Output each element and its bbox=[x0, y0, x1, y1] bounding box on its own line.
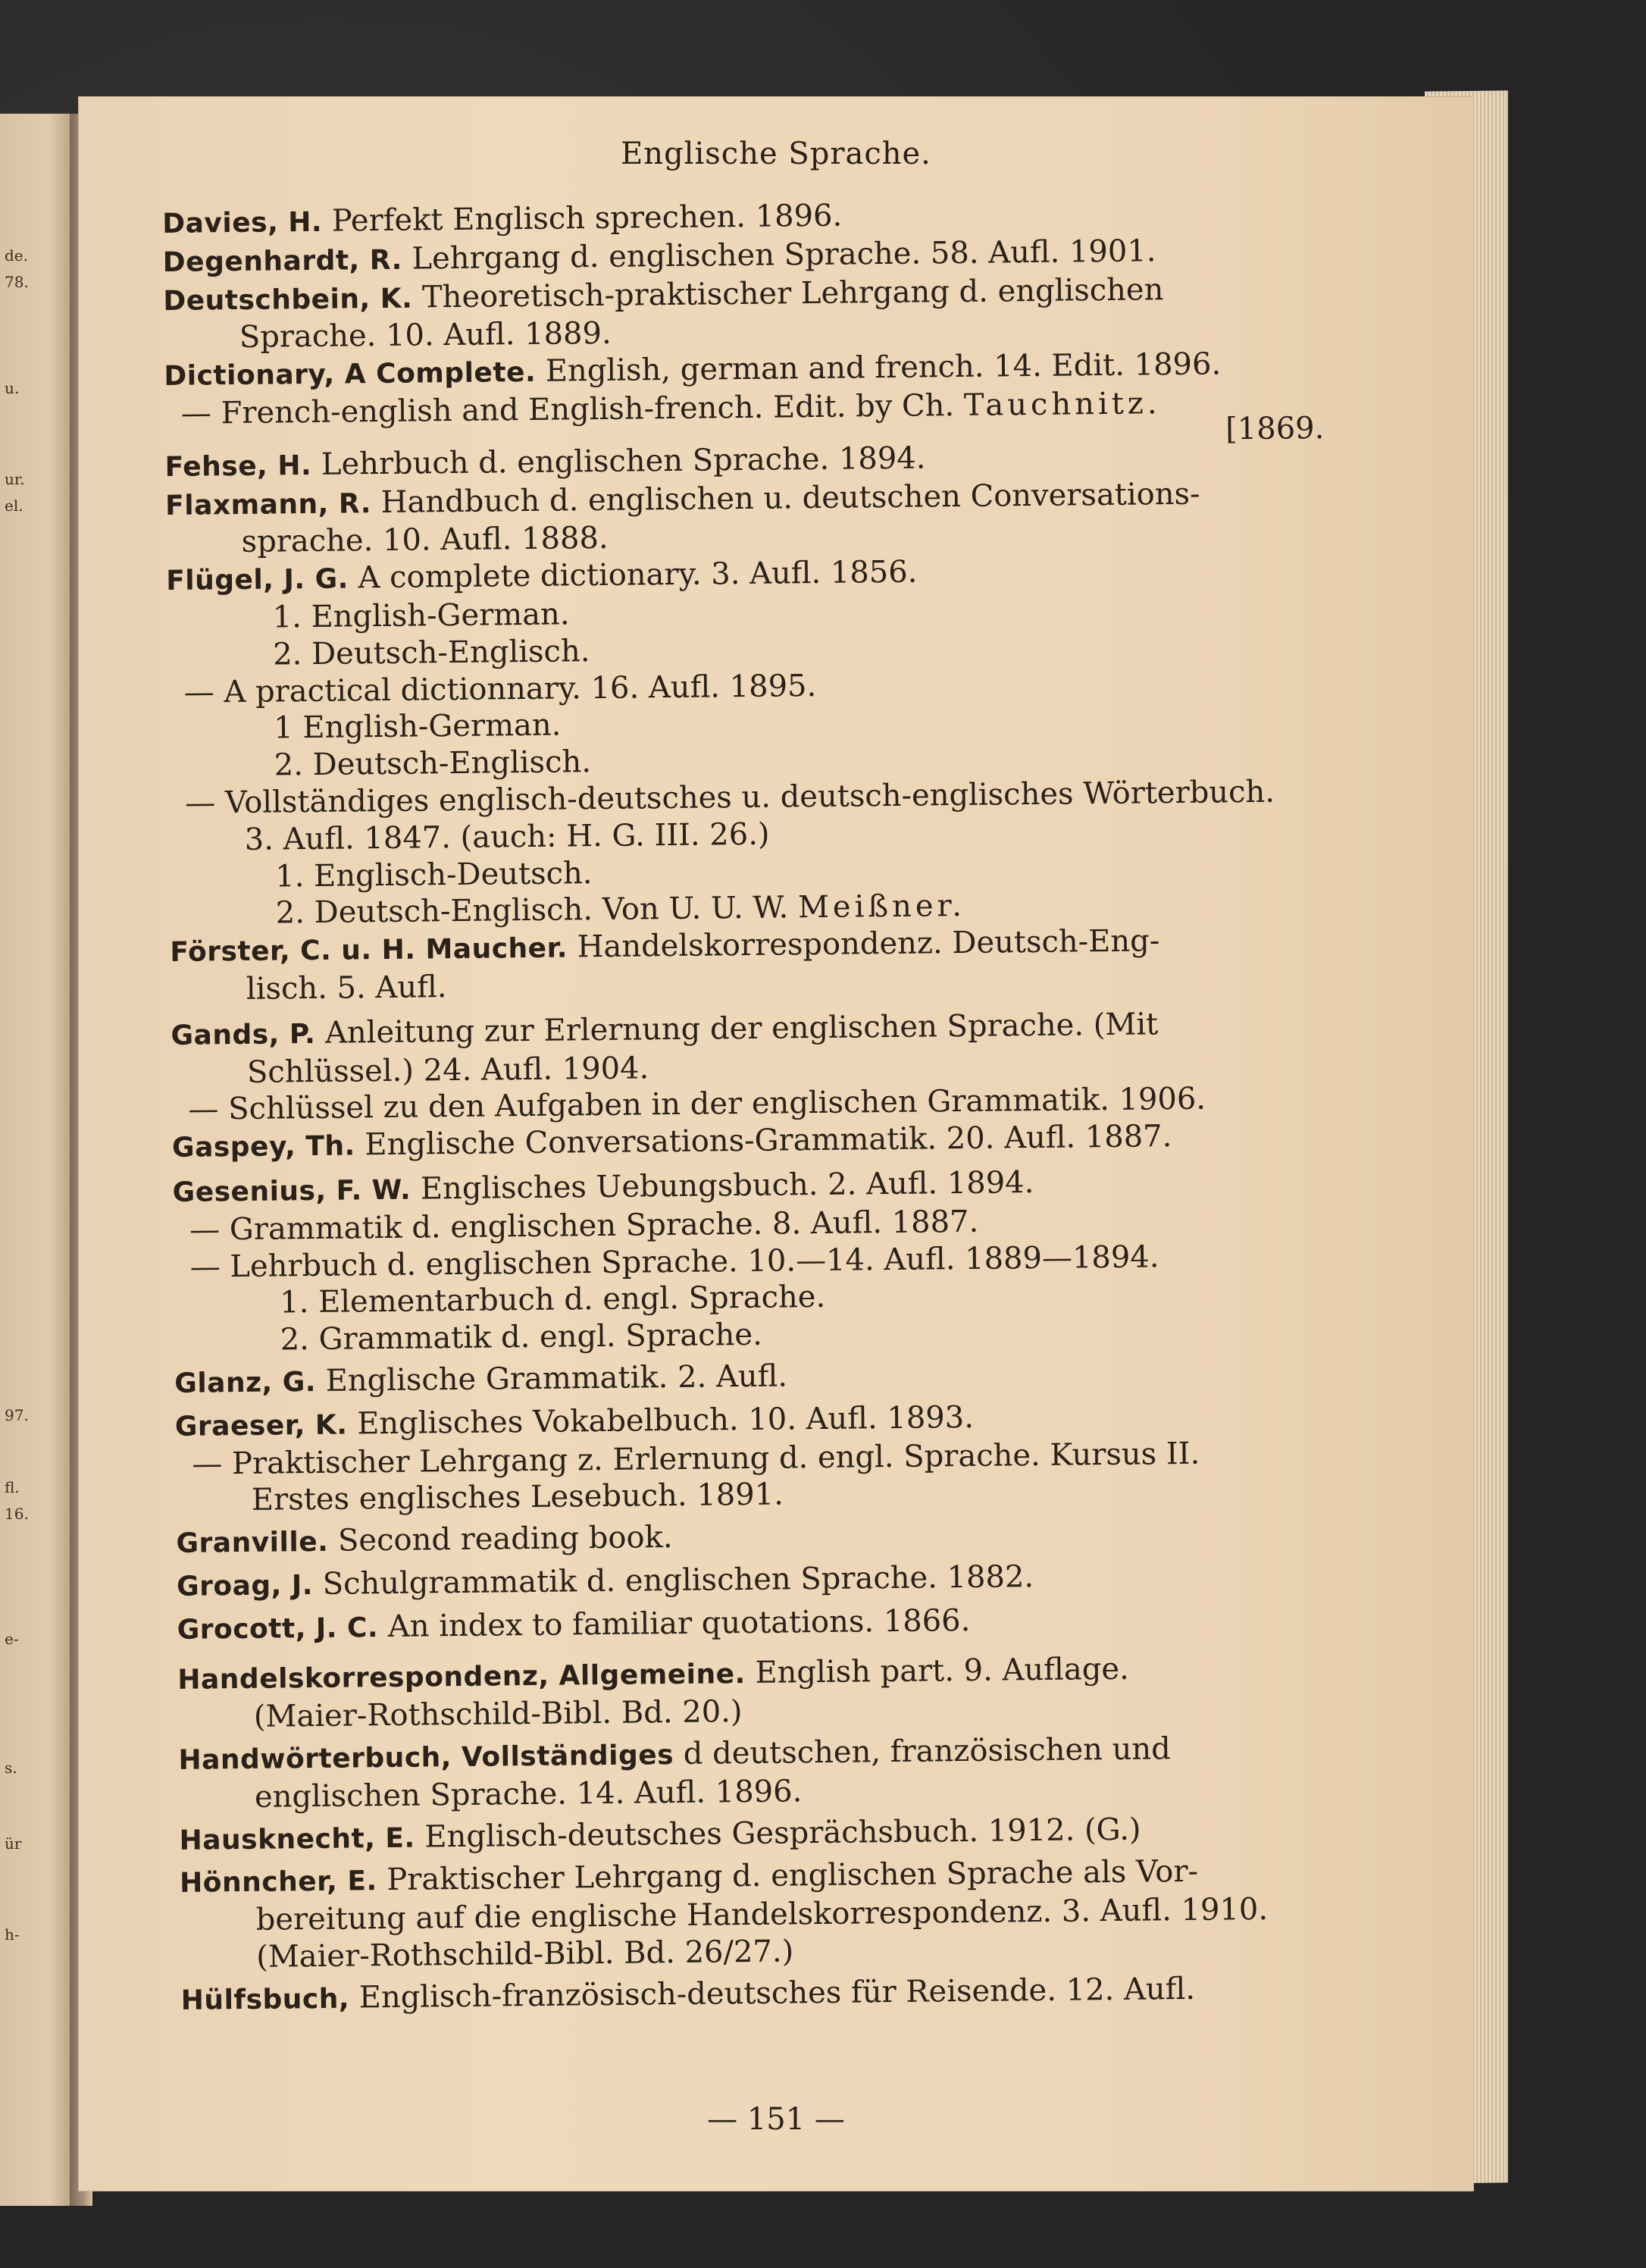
bib-entry bbox=[170, 920, 1383, 1008]
entry-continuation: Schlüssel.) 24. Aufl. 1904. bbox=[246, 1050, 649, 1090]
entry-author: Gands, P. bbox=[171, 1018, 316, 1051]
entry-author: Hülfsbuch, bbox=[180, 1983, 350, 2016]
entry-author: Hönncher, E. bbox=[179, 1865, 377, 1900]
entry-text: English, german and french. 14. Edit. 1896. bbox=[545, 346, 1222, 389]
entry-editor: Tauchnitz. bbox=[963, 386, 1161, 423]
entry-continuation: Erstes englisches Lesebuch. 1891. bbox=[251, 1477, 784, 1518]
prev-fragment: de. bbox=[5, 246, 28, 265]
entry-text: — Schlüssel zu den Aufgaben in der englischen Grammatik. 1906. bbox=[188, 1081, 1206, 1128]
bib-entry bbox=[174, 1352, 1387, 1403]
prev-fragment: 16. bbox=[5, 1505, 29, 1523]
prev-fragment: u. bbox=[5, 379, 20, 397]
entry-author: Grocott, J. C. bbox=[177, 1612, 379, 1646]
prev-fragment: e- bbox=[5, 1630, 19, 1648]
entry-text: — Grammatik d. englischen Sprache. 8. Aufl. 1887. bbox=[189, 1204, 979, 1248]
entry-text: — A practical dictionnary. 16. Aufl. 1895. bbox=[183, 668, 817, 710]
entry-text: Lehrbuch d. englischen Sprache. 1894. bbox=[321, 440, 926, 482]
bib-entry bbox=[163, 269, 1376, 357]
entry-text: Lehrgang d. englischen Sprache. 58. Aufl. 1901. bbox=[412, 233, 1156, 277]
bib-entry bbox=[177, 1555, 1389, 1606]
entry-author: Fehse, H. bbox=[164, 450, 312, 483]
page-number: — 151 — bbox=[707, 2102, 845, 2137]
entry-author: Glanz, G. bbox=[174, 1366, 317, 1399]
entry-text: Englisches Uebungsbuch. 2. Aufl. 1894. bbox=[420, 1164, 1034, 1207]
entry-text: — Vollständiges englisch-deutsches u. deutsch-englisches Wörterbuch. bbox=[185, 774, 1275, 821]
bib-entry bbox=[180, 1852, 1393, 1977]
entry-subitem: 2. Deutsch-Englisch. bbox=[274, 744, 592, 783]
entry-text: Englische Grammatik. 2. Aufl. bbox=[325, 1358, 788, 1399]
entry-text: Englisches Vokabelbuch. 10. Aufl. 1893. bbox=[356, 1399, 975, 1442]
entry-text: Perfekt Englisch sprechen. 1896. bbox=[331, 198, 843, 239]
entry-text: Englisch-französisch-deutsches für Reisende. 12. Aufl. bbox=[358, 1971, 1196, 2016]
bib-entry bbox=[181, 1969, 1394, 2020]
entry-subitem: 1 English-German. bbox=[274, 707, 562, 746]
entry-author: Granville. bbox=[176, 1526, 329, 1559]
bib-entry bbox=[171, 1004, 1384, 1092]
entry-author: Graeser, K. bbox=[174, 1409, 348, 1443]
entry-subitem: 1. Elementarbuch d. engl. Sprache. bbox=[279, 1280, 826, 1320]
bib-entry bbox=[168, 772, 1382, 933]
entry-author: Flügel, J. G. bbox=[165, 563, 349, 597]
bib-entry bbox=[177, 1649, 1391, 1737]
entry-continuation: bereitung auf die englische Handelskorrespondenz. 3. Aufl. 1910. bbox=[255, 1892, 1269, 1938]
entry-text: Handbuch d. englischen u. deutschen Conversations- bbox=[380, 476, 1200, 520]
entry-text: Second reading book. bbox=[337, 1520, 673, 1558]
entry-text: Praktischer Lehrgang d. englischen Sprache als Vor- bbox=[386, 1854, 1199, 1898]
entry-text: An index to familiar quotations. 1866. bbox=[387, 1602, 971, 1644]
prev-fragment: s. bbox=[5, 1759, 17, 1777]
entry-continuation: (Maier-Rothschild-Bibl. Bd. 20.) bbox=[253, 1694, 743, 1735]
bib-entry bbox=[173, 1236, 1386, 1360]
prev-fragment: ur. bbox=[5, 470, 25, 488]
entry-continuation: englischen Sprache. 14. Aufl. 1896. bbox=[254, 1774, 803, 1815]
entry-text: — Praktischer Lehrgang z. Erlernung d. engl. Sprache. Kursus II. bbox=[192, 1436, 1200, 1482]
bib-entry bbox=[167, 662, 1380, 785]
prev-fragment: 97. bbox=[5, 1406, 29, 1424]
bib-entry bbox=[176, 1511, 1388, 1563]
entry-editor: Meißner. bbox=[797, 888, 966, 926]
entry-author: Deutschbein, K. bbox=[163, 283, 413, 317]
entry-author: Gesenius, F. W. bbox=[172, 1174, 412, 1208]
bib-entry bbox=[175, 1433, 1388, 1520]
bib-entry bbox=[178, 1728, 1391, 1816]
entry-author: Degenhardt, R. bbox=[162, 244, 403, 278]
prev-fragment: 78. bbox=[5, 273, 29, 291]
entry-continuation: 3. Aufl. 1847. (auch: H. G. III. 26.) bbox=[244, 816, 770, 857]
entry-continuation: lisch. 5. Aufl. bbox=[246, 970, 447, 1007]
entry-author: Flaxmann, R. bbox=[164, 487, 372, 522]
bibliography-list bbox=[162, 192, 1394, 2019]
entry-continuation: (Maier-Rothschild-Bibl. Bd. 26/27.) bbox=[255, 1934, 794, 1975]
bib-entry bbox=[179, 1809, 1391, 1860]
book-page bbox=[79, 97, 1473, 2191]
entry-text: Handelskorrespondenz. Deutsch-Eng- bbox=[577, 923, 1160, 965]
entry-subitem: 1. English-German. bbox=[272, 597, 570, 635]
entry-author: Hausknecht, E. bbox=[179, 1822, 415, 1856]
entry-author: Davies, H. bbox=[162, 206, 323, 240]
entry-text: Schulgrammatik d. englischen Sprache. 1882. bbox=[322, 1558, 1034, 1602]
entry-text: English part. 9. Auflage. bbox=[755, 1652, 1129, 1691]
previous-page-edge bbox=[0, 114, 70, 2206]
entry-text: — Lehrbuch d. englischen Sprache. 10.—14. Aufl. 1889—1894. bbox=[189, 1239, 1159, 1285]
entry-subitem: 1. Englisch-Deutsch. bbox=[275, 855, 593, 894]
entry-continuation: Sprache. 10. Aufl. 1889. bbox=[239, 316, 612, 356]
bib-entry bbox=[177, 1598, 1389, 1649]
prev-fragment: ür bbox=[5, 1834, 22, 1853]
entry-subitem: 2. Deutsch-Englisch. Von U. U. W. bbox=[275, 890, 799, 931]
entry-continuation: [1869. bbox=[1225, 410, 1325, 447]
entry-subitem: 2. Deutsch-Englisch. bbox=[272, 633, 590, 672]
prev-fragment: fl. bbox=[5, 1478, 20, 1496]
entry-text: d deutschen, französischen und bbox=[683, 1731, 1171, 1771]
entry-author: Gaspey, Th. bbox=[171, 1130, 355, 1164]
entry-text: A complete dictionary. 3. Aufl. 1856. bbox=[358, 554, 918, 596]
entry-text: Englisch-deutsches Gesprächsbuch. 1912. (G.) bbox=[424, 1812, 1141, 1855]
entry-text: — French-english and English-french. Edit. by Ch. bbox=[180, 387, 965, 431]
entry-author: Groag, J. bbox=[176, 1569, 314, 1602]
prev-fragment: h- bbox=[5, 1925, 20, 1944]
entry-text: Englische Conversations-Grammatik. 20. Aufl. 1887. bbox=[365, 1119, 1172, 1163]
entry-author: Förster, C. u. H. Maucher. bbox=[170, 932, 568, 969]
bib-entry bbox=[165, 474, 1378, 562]
entry-author: Dictionary, A Complete. bbox=[164, 357, 537, 393]
entry-text: Anleitung zur Erlernung der englischen Sprache. (Mit bbox=[324, 1007, 1159, 1051]
entry-subitem: 2. Grammatik d. engl. Sprache. bbox=[280, 1317, 763, 1358]
running-header: Englische Sprache. bbox=[621, 136, 931, 171]
prev-fragment: el. bbox=[5, 497, 23, 515]
entry-author: Handwörterbuch, Vollständiges bbox=[178, 1740, 674, 1776]
entry-text: Theoretisch-praktischer Lehrgang d. englischen bbox=[421, 271, 1164, 315]
entry-continuation: sprache. 10. Aufl. 1888. bbox=[241, 521, 609, 560]
entry-author: Handelskorrespondenz, Allgemeine. bbox=[177, 1659, 746, 1696]
bib-entry bbox=[166, 549, 1379, 674]
